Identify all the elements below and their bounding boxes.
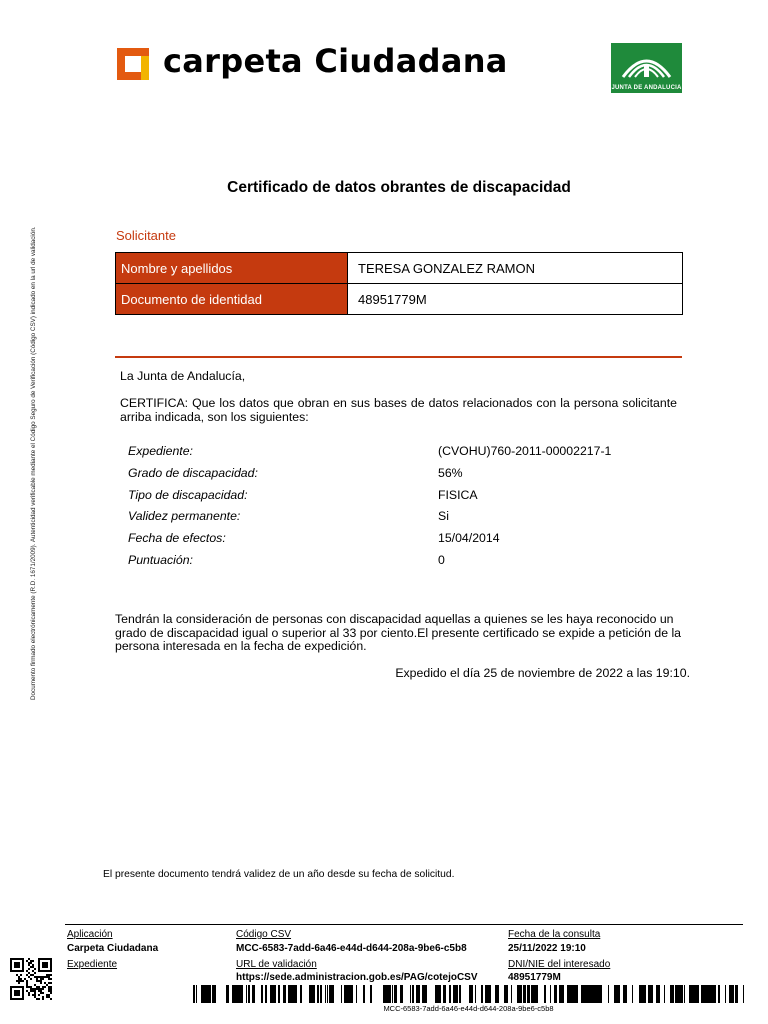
footer-app-label: Aplicación [67,929,113,940]
table-row [116,284,683,315]
applicant-table [115,252,683,315]
barcode-caption: MCC-6583-7add-6a46-e44d-d644-208a-9be6-c5b8 [383,1004,554,1013]
field-label: Puntuación: [128,552,193,567]
field-value: Si [438,509,449,524]
field-value: 56% [438,465,463,480]
footer-url-label: URL de validación [236,959,317,970]
footer-date-label: Fecha de la consulta [508,929,601,940]
side-signature-note: Documento firmado electrónicamente (R.D. 1671/2009). Autenticidad verificable mediante el Código Seguro de Verificación (Código CSV) indicado en la url de validación. [30,226,37,700]
name-value: TERESA GONZALEZ RAMON [348,253,683,284]
field-value: (CVOHU)760-2011-00002217-1 [438,444,612,458]
name-label: Nombre y apellidos [116,253,348,284]
field-row [128,466,668,488]
field-label: Tipo de discapacidad: [128,487,248,502]
footer-csv-value: MCC-6583-7add-6a46-e44d-d644-208a-9be6-c5b8 [236,943,467,954]
footer-url-value[interactable]: https://sede.administracion.gob.es/PAG/cotejoCSV [236,972,478,983]
field-row [128,531,668,553]
issued-date-text: Expedido el día 25 de noviembre de 2022 a las 19:10. [395,666,690,680]
field-row [128,444,668,466]
footer-expediente-label: Expediente [67,959,118,970]
section-divider [115,356,682,358]
field-row [128,488,668,510]
field-label: Validez permanente: [128,509,241,524]
field-value: 15/04/2014 [438,531,500,546]
field-value: FISICA [438,487,478,502]
qr-code-icon [10,958,52,1000]
document-title: Certificado de datos obrantes de discapacidad [227,179,571,196]
certifies-text: CERTIFICA: Que los datos que obran en sus bases de datos relacionados con la persona solicitante arriba indicada, son los siguientes: [120,396,677,424]
footer-dni-label: DNI/NIE del interesado [508,959,611,970]
brand-name: carpeta Ciudadana [163,42,508,80]
footer-date-value: 25/11/2022 19:10 [508,943,586,954]
barcode-icon [193,985,744,1003]
junta-andalucia-logo [611,43,682,93]
footer-app-value: Carpeta Ciudadana [67,943,159,954]
greeting-text: La Junta de Andalucía, [120,369,246,383]
consideration-text: Tendrán la consideración de personas con discapacidad aquellas a quienes se les haya reconocido un grado de discapacidad igual o superior al 33 por ciento.El presente certificado se expide a petición de la persona interesada en la fecha de expedición. [115,612,682,653]
certificate-fields [128,444,668,575]
field-row [128,509,668,531]
validity-note: El presente documento tendrá validez de un año desde su fecha de solicitud. [103,869,455,880]
field-label: Expediente: [128,444,193,458]
field-row [128,553,668,575]
field-label: Fecha de efectos: [128,531,226,546]
junta-logo-text: JUNTA DE ANDALUCIA [611,85,682,91]
carpeta-ciudadana-logo-icon [117,48,149,80]
footer-csv-label: Código CSV [236,929,292,940]
field-label: Grado de discapacidad: [128,465,258,480]
junta-arch-icon [611,43,682,83]
id-value: 48951779M [348,284,683,315]
footer-divider [65,924,743,925]
footer-dni-value: 48951779M [508,972,561,983]
field-value: 0 [438,552,445,567]
section-label-solicitante: Solicitante [116,228,176,243]
id-label: Documento de identidad [116,284,348,315]
table-row [116,253,683,284]
